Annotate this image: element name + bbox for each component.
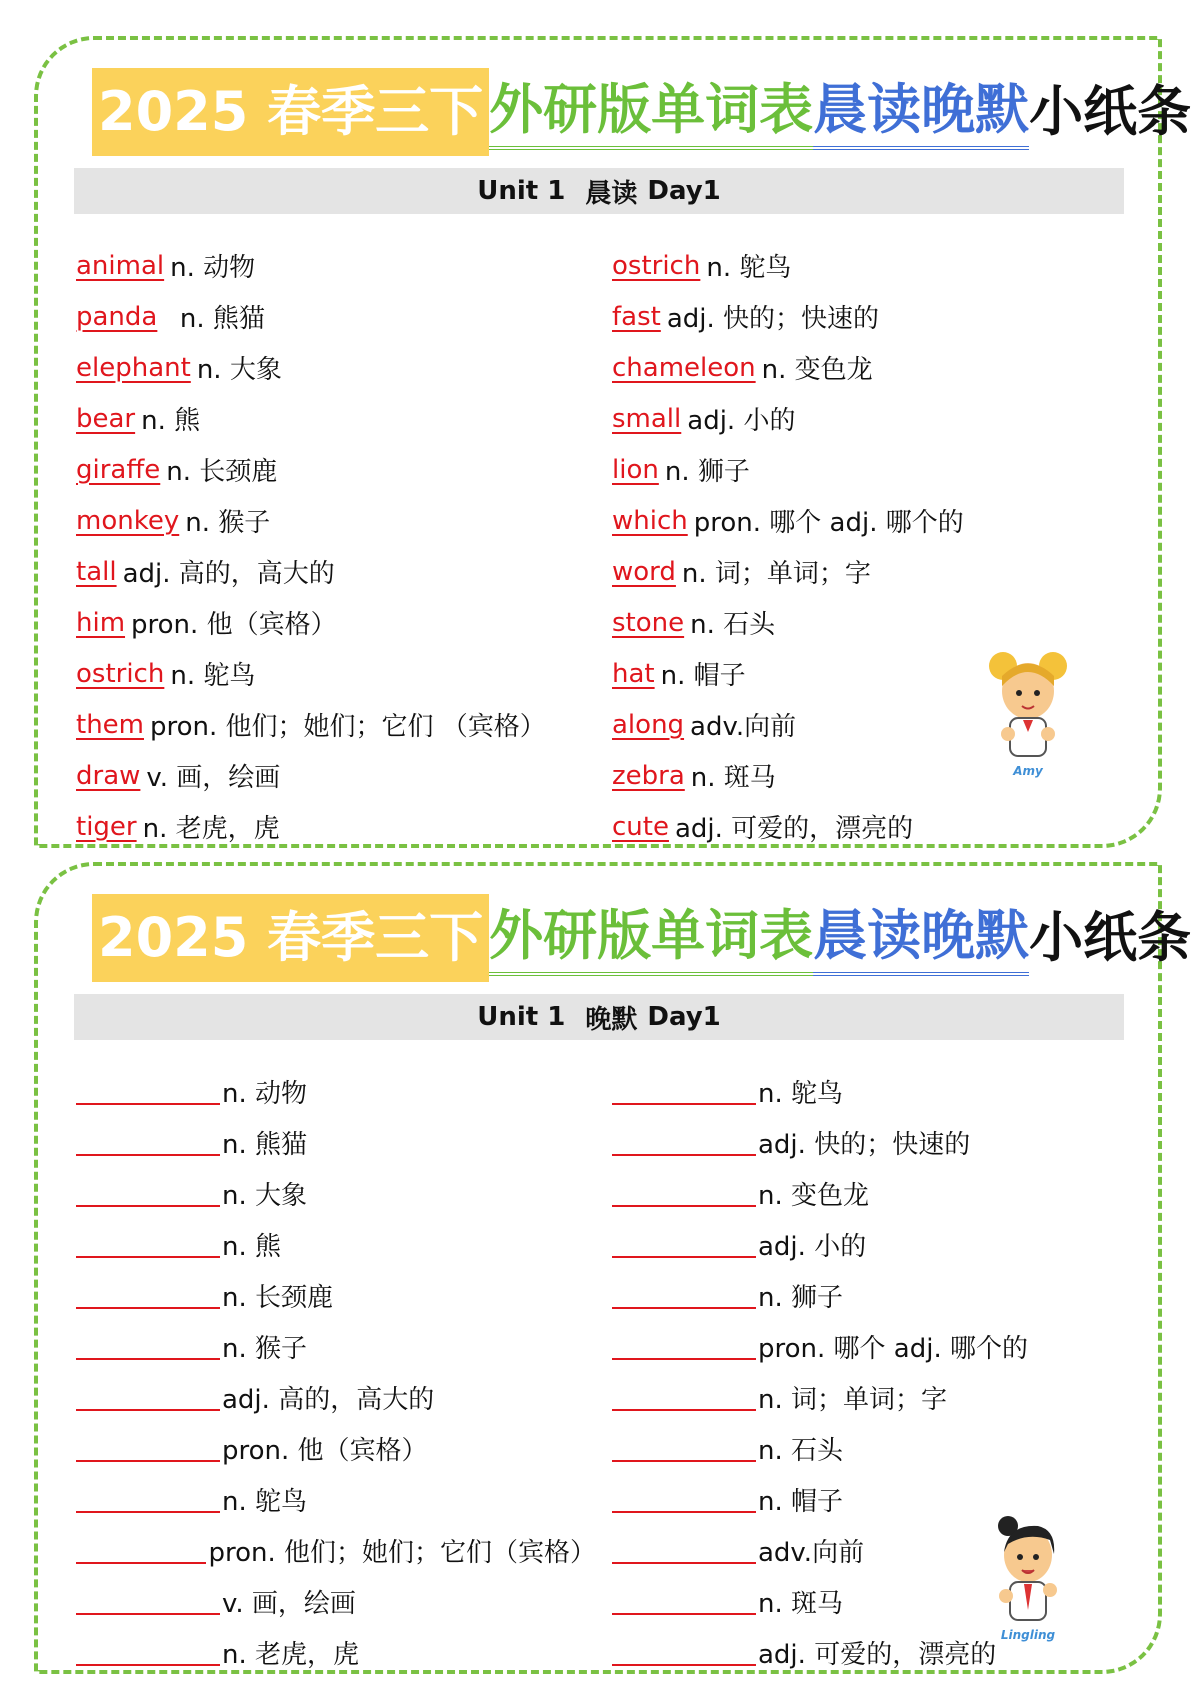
word-meaning: n. 熊 <box>222 1232 282 1262</box>
title-read-dictate: 晨读晚默 <box>813 74 1029 150</box>
answer-blank[interactable] <box>612 1334 756 1360</box>
word-meaning: pron. 哪个 adj. 哪个的 <box>693 508 964 538</box>
answer-blank[interactable] <box>612 1232 756 1258</box>
dictation-row <box>76 1270 596 1321</box>
word-meaning: n. 长颈鹿 <box>222 1283 334 1313</box>
word-meaning: adj. 高的，高大的 <box>222 1385 435 1415</box>
word-meaning: n. 狮子 <box>664 457 750 487</box>
english-word: animal <box>76 250 165 281</box>
lingling-avatar <box>978 1510 1078 1640</box>
word-meaning: n. 鸵鸟 <box>170 661 256 691</box>
english-word: elephant <box>76 352 191 383</box>
english-word: tall <box>76 556 117 587</box>
word-meaning: n. 老虎，虎 <box>222 1640 360 1670</box>
answer-blank[interactable] <box>76 1538 206 1564</box>
vocab-row <box>76 648 596 699</box>
dictation-row <box>612 1321 1132 1372</box>
title-note: 小纸条 <box>1029 906 1191 969</box>
answer-blank[interactable] <box>76 1640 220 1666</box>
word-meaning: pron. 他（宾格） <box>131 610 337 640</box>
answer-blank[interactable] <box>76 1436 220 1462</box>
dictation-row <box>76 1423 596 1474</box>
word-meaning: adj. 小的 <box>687 406 796 436</box>
english-word: ostrich <box>76 658 165 689</box>
word-meaning: adv.向前 <box>758 1538 865 1568</box>
word-meaning: adv.向前 <box>690 712 797 742</box>
word-meaning: n. 动物 <box>222 1079 308 1109</box>
dictation-row <box>612 1117 1132 1168</box>
word-meaning: n. 鸵鸟 <box>706 253 792 283</box>
word-meaning: pron. 他们；她们；它们 （宾格） <box>150 712 546 742</box>
amy-avatar <box>978 646 1078 776</box>
word-meaning: n. 老虎，虎 <box>142 814 280 844</box>
word-meaning: adj. 小的 <box>758 1232 867 1262</box>
title-read-dictate: 晨读晚默 <box>813 900 1029 976</box>
dictation-row <box>612 1423 1132 1474</box>
english-word: fast <box>612 301 661 332</box>
title-note: 小纸条 <box>1029 80 1191 143</box>
english-word: small <box>612 403 682 434</box>
dictation-row <box>76 1321 596 1372</box>
word-meaning: v. 画，绘画 <box>222 1589 356 1619</box>
english-word: draw <box>76 760 141 791</box>
answer-blank[interactable] <box>612 1385 756 1411</box>
word-meaning: pron. 哪个 adj. 哪个的 <box>758 1334 1028 1364</box>
answer-blank[interactable] <box>76 1232 220 1258</box>
word-meaning: n. 帽子 <box>758 1487 844 1517</box>
morning-reading-card <box>34 36 1191 848</box>
vocab-row <box>612 495 1132 546</box>
vocab-row <box>76 342 596 393</box>
sheet-title <box>92 894 1191 982</box>
answer-blank[interactable] <box>612 1181 756 1207</box>
answer-blank[interactable] <box>76 1130 220 1156</box>
answer-blank[interactable] <box>612 1589 756 1615</box>
word-meaning: n. 词；单词；字 <box>758 1385 948 1415</box>
vocab-row <box>612 597 1132 648</box>
word-meaning: pron. 他们；她们；它们（宾格） <box>208 1538 596 1568</box>
word-meaning: n. 熊猫 <box>163 304 265 334</box>
sheet-title <box>92 68 1191 156</box>
answer-blank[interactable] <box>76 1283 220 1309</box>
unit-label: Unit 1 <box>477 176 566 206</box>
vocab-row <box>612 444 1132 495</box>
english-word: zebra <box>612 760 685 791</box>
english-word: ostrich <box>612 250 701 281</box>
word-meaning: n. 熊猫 <box>222 1130 308 1160</box>
english-word: chameleon <box>612 352 756 383</box>
vocab-row <box>76 597 596 648</box>
answer-blank[interactable] <box>76 1589 220 1615</box>
dictation-row <box>76 1576 596 1627</box>
english-word: word <box>612 556 676 587</box>
unit-banner <box>74 168 1124 214</box>
word-meaning: n. 变色龙 <box>761 355 873 385</box>
english-word: along <box>612 709 685 740</box>
vocab-row <box>76 240 596 291</box>
word-meaning: adj. 可爱的，漂亮的 <box>674 814 914 844</box>
vocab-row <box>612 240 1132 291</box>
english-word: them <box>76 709 144 740</box>
day-label: Day1 <box>647 176 721 206</box>
dictation-row <box>76 1066 596 1117</box>
vocab-row <box>612 393 1132 444</box>
answer-blank[interactable] <box>76 1334 220 1360</box>
english-word: cute <box>612 811 669 842</box>
word-meaning: n. 石头 <box>758 1436 844 1466</box>
dictation-row <box>76 1372 596 1423</box>
title-textbook: 外研版单词表 <box>489 74 813 150</box>
answer-blank[interactable] <box>76 1079 220 1105</box>
answer-blank[interactable] <box>76 1487 220 1513</box>
word-meaning: n. 鸵鸟 <box>758 1079 844 1109</box>
word-meaning: n. 鸵鸟 <box>222 1487 308 1517</box>
answer-blank[interactable] <box>76 1385 220 1411</box>
english-word: monkey <box>76 505 180 536</box>
amy-name: Amy <box>1013 764 1043 778</box>
english-word: lion <box>612 454 659 485</box>
word-meaning: n. 长颈鹿 <box>166 457 278 487</box>
word-meaning: n. 帽子 <box>660 661 746 691</box>
lingling-name: Lingling <box>1000 1628 1056 1642</box>
unit-label: Unit 1 <box>477 1002 566 1032</box>
word-meaning: n. 动物 <box>170 253 256 283</box>
vocab-row <box>76 699 596 750</box>
vocab-row <box>76 444 596 495</box>
word-meaning: n. 猴子 <box>222 1334 308 1364</box>
title-textbook: 外研版单词表 <box>489 900 813 976</box>
english-word: giraffe <box>76 454 161 485</box>
english-word: stone <box>612 607 685 638</box>
vocab-row <box>76 801 596 852</box>
vocab-row <box>612 291 1132 342</box>
word-meaning: adj. 高的，高大的 <box>122 559 335 589</box>
answer-blank[interactable] <box>612 1436 756 1462</box>
answer-blank[interactable] <box>612 1130 756 1156</box>
word-meaning: n. 大象 <box>196 355 282 385</box>
dictation-row <box>76 1525 596 1576</box>
word-meaning: adj. 快的；快速的 <box>666 304 880 334</box>
english-word: him <box>76 607 126 638</box>
blank-list-left <box>76 1066 596 1678</box>
word-meaning: adj. 快的；快速的 <box>758 1130 971 1160</box>
word-meaning: adj. 可爱的，漂亮的 <box>758 1640 997 1670</box>
word-meaning: n. 变色龙 <box>758 1181 870 1211</box>
dictation-row <box>76 1219 596 1270</box>
vocab-row <box>76 291 596 342</box>
word-meaning: n. 斑马 <box>758 1589 844 1619</box>
vocab-row <box>612 546 1132 597</box>
vocab-row <box>76 393 596 444</box>
word-meaning: n. 词；单词；字 <box>681 559 871 589</box>
answer-blank[interactable] <box>612 1538 756 1564</box>
english-word: panda <box>76 301 158 332</box>
dictation-row <box>76 1168 596 1219</box>
dictation-row <box>76 1627 596 1678</box>
dictation-row <box>76 1117 596 1168</box>
dictation-row <box>612 1168 1132 1219</box>
vocab-row <box>76 750 596 801</box>
answer-blank[interactable] <box>612 1487 756 1513</box>
word-meaning: pron. 他（宾格） <box>222 1436 428 1466</box>
english-word: hat <box>612 658 655 689</box>
vocab-row <box>612 342 1132 393</box>
word-meaning: n. 狮子 <box>758 1283 844 1313</box>
dictation-row <box>76 1474 596 1525</box>
title-year-season: 2025 春季三下 <box>92 68 489 156</box>
mode-label: 晨读 <box>585 178 638 209</box>
answer-blank[interactable] <box>76 1181 220 1207</box>
evening-dictation-card <box>34 862 1191 1674</box>
answer-blank[interactable] <box>612 1640 756 1666</box>
day-label: Day1 <box>647 1002 721 1032</box>
title-year-season: 2025 春季三下 <box>92 894 489 982</box>
word-meaning: n. 石头 <box>690 610 776 640</box>
dictation-row <box>612 1066 1132 1117</box>
girl-illustration-icon <box>978 646 1078 766</box>
english-word: bear <box>76 403 136 434</box>
english-word: which <box>612 505 688 536</box>
dictation-row <box>612 1270 1132 1321</box>
word-meaning: n. 熊 <box>141 406 201 436</box>
word-meaning: v. 画，绘画 <box>146 763 281 793</box>
unit-banner <box>74 994 1124 1040</box>
answer-blank[interactable] <box>612 1283 756 1309</box>
word-meaning: n. 大象 <box>222 1181 308 1211</box>
dictation-row <box>612 1372 1132 1423</box>
girl-illustration-icon <box>978 1510 1078 1630</box>
answer-blank[interactable] <box>612 1079 756 1105</box>
mode-label: 晚默 <box>585 1004 638 1035</box>
word-meaning: n. 猴子 <box>185 508 271 538</box>
word-list-left <box>76 240 596 852</box>
vocab-row <box>612 801 1132 852</box>
dictation-row <box>612 1219 1132 1270</box>
word-meaning: n. 斑马 <box>690 763 776 793</box>
english-word: tiger <box>76 811 137 842</box>
vocab-row <box>76 495 596 546</box>
vocab-row <box>76 546 596 597</box>
